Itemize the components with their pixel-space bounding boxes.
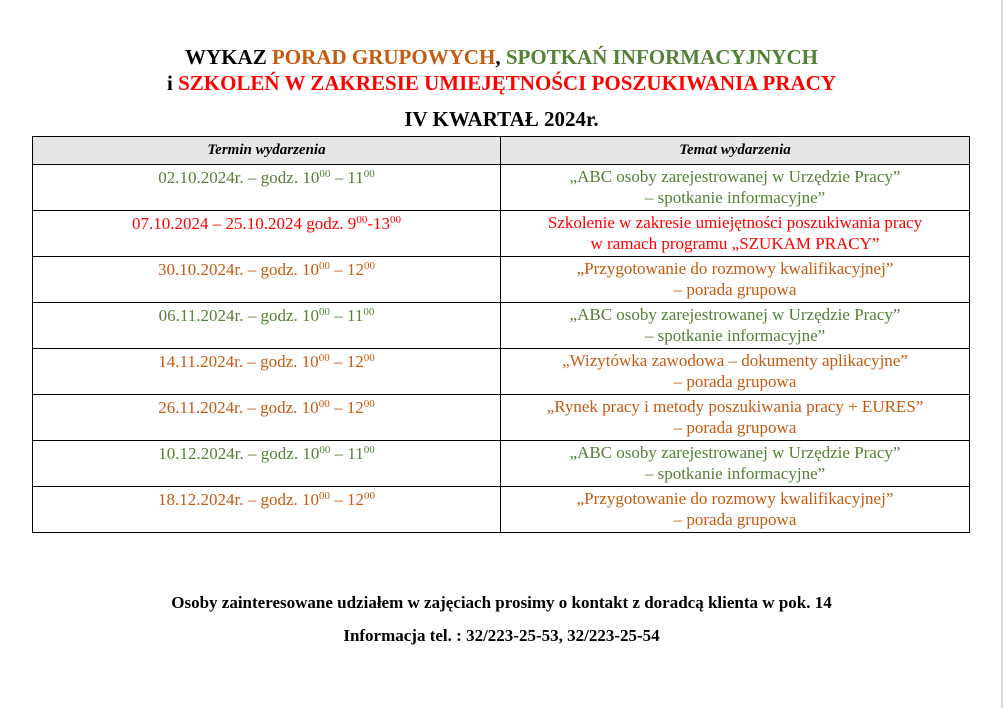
time-start-superscript: 00 <box>319 260 331 272</box>
event-topic-title: Szkolenie w zakresie umiejętności poszukiwania pracy <box>547 213 923 232</box>
event-topic-title: „ABC osoby zarejestrowanej w Urzędzie Pracy” <box>569 167 901 186</box>
time-end-text: – 12 <box>330 260 365 279</box>
schedule-table <box>32 136 970 533</box>
event-topic-title: „Wizytówka zawodowa – dokumenty aplikacyjne” <box>562 351 908 370</box>
table-row <box>33 303 970 349</box>
time-end-superscript: 00 <box>364 490 376 502</box>
table-row <box>33 257 970 303</box>
title-part: PORAD GRUPOWYCH <box>271 45 496 69</box>
time-end-text: – 11 <box>330 168 364 187</box>
title-part: WYKAZ <box>185 45 272 69</box>
event-topic-type: – porada grupowa <box>673 510 797 529</box>
column-header-topic: Temat wydarzenia <box>501 137 970 165</box>
event-date-text: 07.10.2024 – 25.10.2024 godz. 9 <box>132 214 357 233</box>
event-date-cell <box>33 395 501 441</box>
title-part: i <box>166 71 179 95</box>
time-end-superscript: 00 <box>363 168 375 180</box>
title-line-2 <box>0 71 1003 95</box>
table-row <box>33 165 970 211</box>
event-topic-cell <box>501 303 970 349</box>
time-start-superscript: 00 <box>318 398 330 410</box>
event-topic-title: „Przygotowanie do rozmowy kwalifikacyjnej” <box>576 259 894 278</box>
event-topic-type: w ramach programu „SZUKAM PRACY” <box>590 234 880 253</box>
event-topic-title: „Przygotowanie do rozmowy kwalifikacyjnej” <box>576 489 894 508</box>
time-end-superscript: 00 <box>364 260 376 272</box>
time-end-text: – 12 <box>330 490 365 509</box>
event-topic-cell <box>501 257 970 303</box>
event-topic-cell <box>501 349 970 395</box>
event-date-cell <box>33 165 501 211</box>
event-date-cell <box>33 349 501 395</box>
title-line-1 <box>0 45 1003 69</box>
time-end-superscript: 00 <box>363 398 375 410</box>
phone-info: Informacja tel. : 32/223-25-53, 32/223-25-54 <box>343 626 660 645</box>
time-end-text: – 11 <box>330 306 364 325</box>
time-start-superscript: 00 <box>318 352 330 364</box>
time-start-superscript: 00 <box>319 306 330 318</box>
event-date-text: 10.12.2024r. – godz. 10 <box>158 444 320 463</box>
event-date-cell <box>33 441 501 487</box>
time-end-text: – 11 <box>330 444 364 463</box>
event-date-text: 26.11.2024r. – godz. 10 <box>158 398 319 417</box>
time-end-text: -13 <box>367 214 390 233</box>
event-date-text: 18.12.2024r. – godz. 10 <box>157 490 320 509</box>
event-date-text: 06.11.2024r. – godz. 10 <box>158 306 319 325</box>
event-topic-type: – porada grupowa <box>673 280 797 299</box>
quarter-heading: IV KWARTAŁ 2024r. <box>404 107 599 131</box>
time-start-superscript: 00 <box>319 444 331 456</box>
time-end-superscript: 00 <box>363 444 375 456</box>
event-topic-cell <box>501 395 970 441</box>
event-topic-type: – spotkanie informacyjne” <box>644 464 826 483</box>
event-topic-cell <box>501 211 970 257</box>
event-date-text: 14.11.2024r. – godz. 10 <box>158 352 319 371</box>
event-topic-type: – porada grupowa <box>673 418 797 437</box>
table-row <box>33 211 970 257</box>
time-end-text: – 12 <box>329 352 364 371</box>
table-row <box>33 395 970 441</box>
event-topic-title: „Rynek pracy i metody poszukiwania pracy + EURES” <box>546 397 924 416</box>
event-topic-cell <box>501 487 970 533</box>
title-part: SZKOLEŃ W ZAKRESIE UMIEJĘTNOŚCI POSZUKIWANIA PRACY <box>178 71 837 95</box>
event-date-cell <box>33 211 501 257</box>
table-body <box>33 165 970 533</box>
event-date-cell <box>33 303 501 349</box>
table-row <box>33 441 970 487</box>
event-topic-type: – spotkanie informacyjne” <box>644 188 826 207</box>
table-row <box>33 487 970 533</box>
event-date-text: 30.10.2024r. – godz. 10 <box>157 260 320 279</box>
event-date-cell <box>33 257 501 303</box>
time-end-superscript: 00 <box>363 306 375 318</box>
title-part: SPOTKAŃ INFORMACYJNYCH <box>505 45 818 69</box>
time-start-superscript: 00 <box>356 214 368 226</box>
time-end-text: – 12 <box>329 398 364 417</box>
time-end-superscript: 00 <box>363 352 375 364</box>
contact-note: Osoby zainteresowane udziałem w zajęciach prosimy o kontakt z doradcą klienta w pok. 14 <box>171 593 832 612</box>
table-row <box>33 349 970 395</box>
event-topic-title: „ABC osoby zarejestrowanej w Urzędzie Pracy” <box>569 305 901 324</box>
column-header-date: Termin wydarzenia <box>33 137 501 165</box>
event-topic-type: – porada grupowa <box>673 372 797 391</box>
event-topic-cell <box>501 165 970 211</box>
event-date-text: 02.10.2024r. – godz. 10 <box>158 168 320 187</box>
table-header-row <box>33 137 970 165</box>
event-date-cell <box>33 487 501 533</box>
event-topic-title: „ABC osoby zarejestrowanej w Urzędzie Pracy” <box>569 443 901 462</box>
time-end-superscript: 00 <box>389 214 401 226</box>
title-part: , <box>495 45 506 69</box>
event-topic-cell <box>501 441 970 487</box>
event-topic-type: – spotkanie informacyjne” <box>644 326 826 345</box>
time-start-superscript: 00 <box>319 168 331 180</box>
time-start-superscript: 00 <box>319 490 331 502</box>
